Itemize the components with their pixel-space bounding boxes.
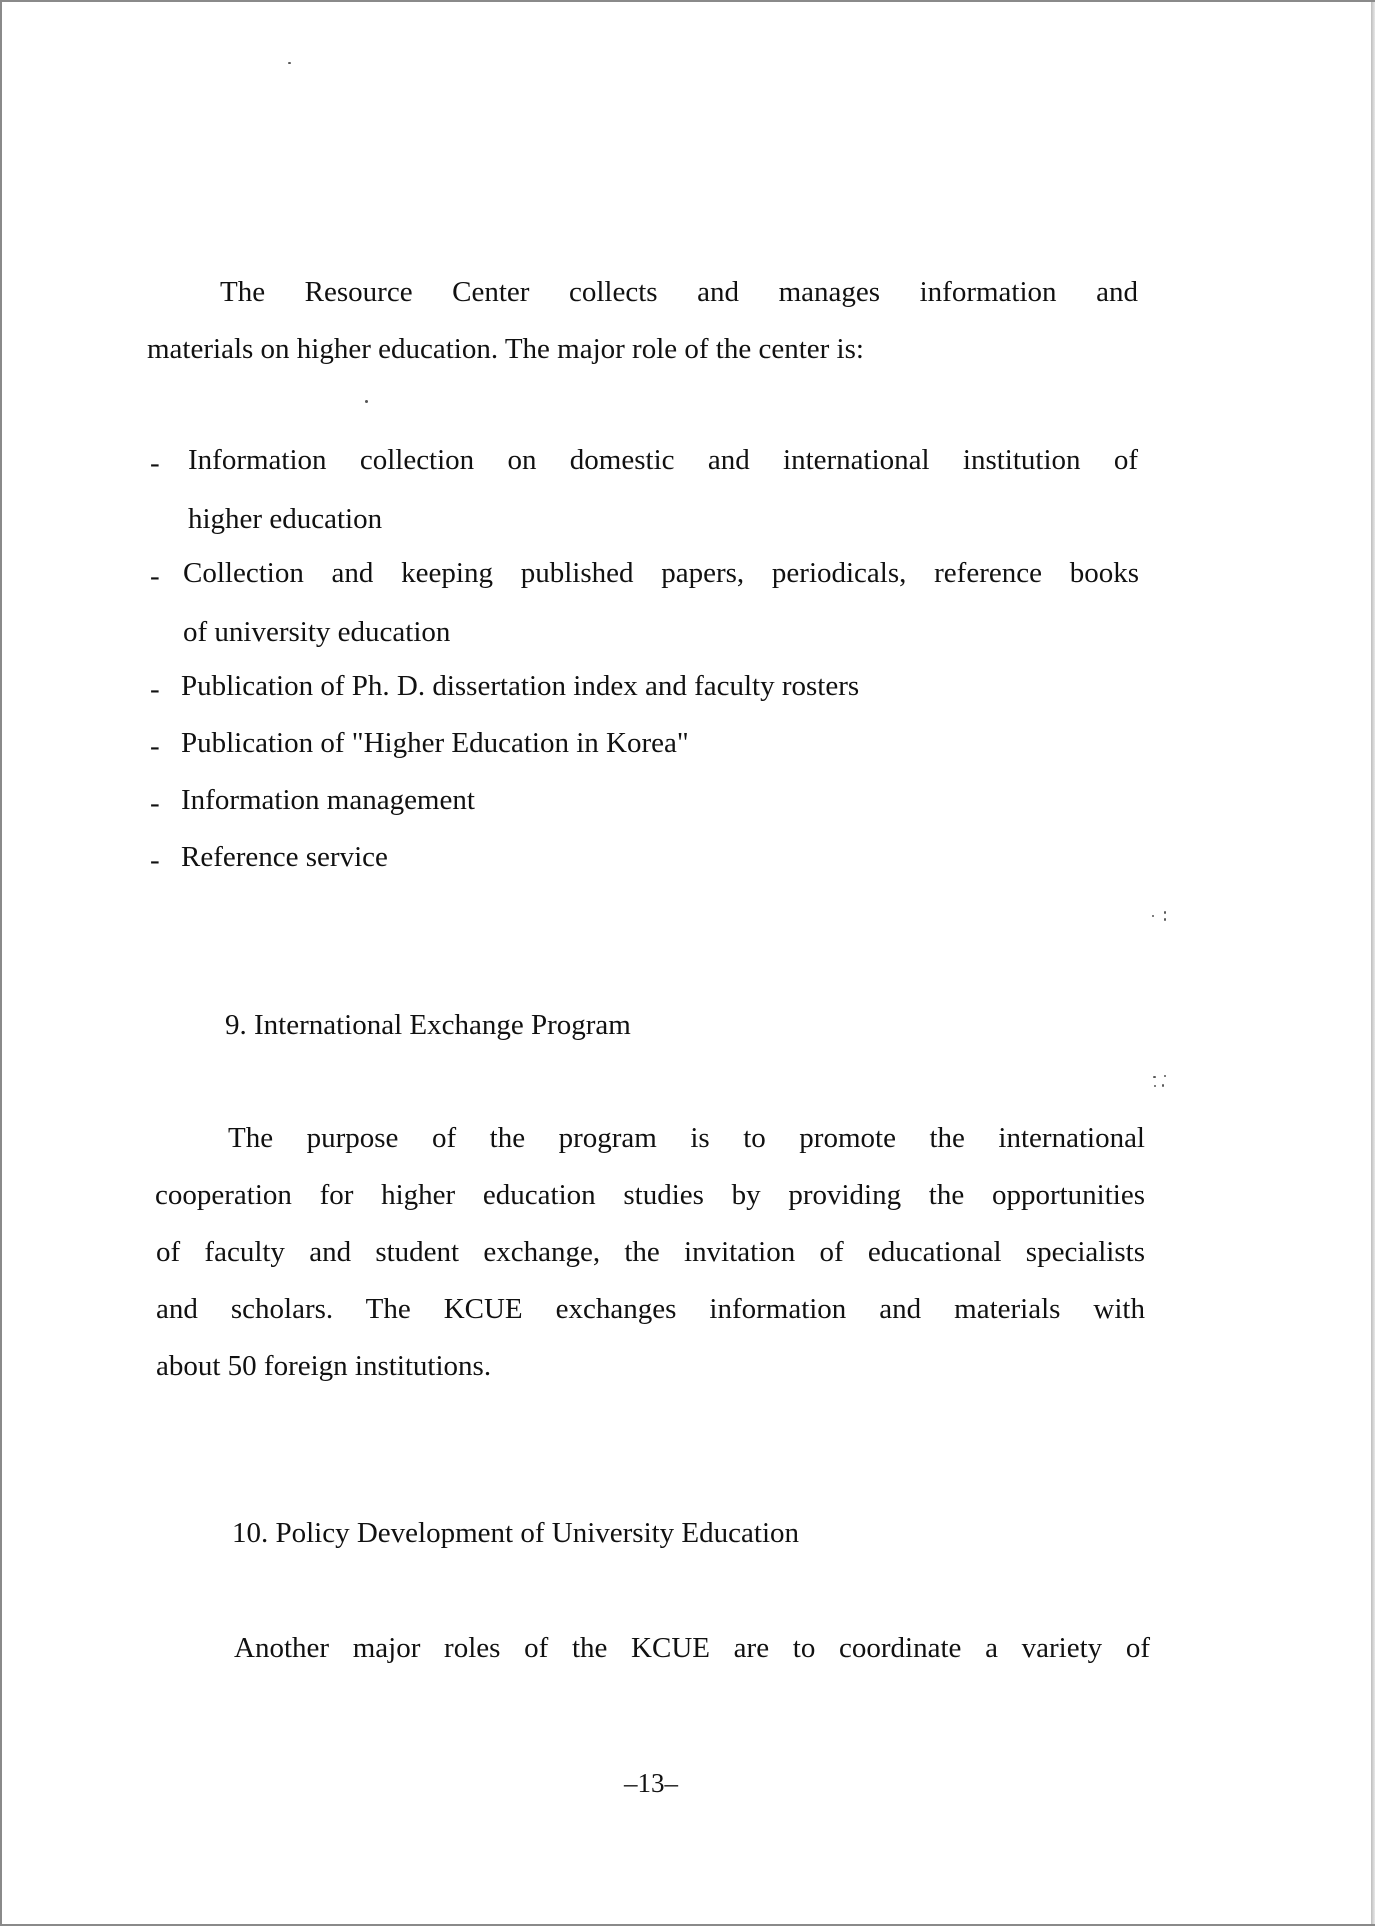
list-dash-3: - (150, 673, 160, 705)
list-dash-4: - (150, 730, 160, 762)
list-dash-6: - (150, 844, 160, 876)
scan-speck (1164, 911, 1166, 914)
page-number: –13– (624, 1768, 678, 1798)
section-10-line-1: Another major roles of the KCUE are to coordinate a variety of (234, 1632, 1150, 1664)
role-item-5: Information management (181, 784, 475, 816)
scan-speck (1164, 1075, 1166, 1077)
scan-speck (365, 400, 368, 403)
scan-speck (1152, 915, 1154, 917)
scan-speck (1154, 1085, 1156, 1087)
section-9-heading: 9. International Exchange Program (225, 1009, 631, 1041)
section-9-line-5: about 50 foreign institutions. (156, 1350, 492, 1382)
intro-line-2: materials on higher education. The major role of the center is: (147, 333, 864, 365)
role-item-1-line-1: Information collection on domestic and international institution of (188, 444, 1138, 476)
scan-speck (1153, 1076, 1156, 1078)
scan-speck (1164, 918, 1166, 921)
role-item-1-line-2: higher education (188, 503, 383, 535)
intro-line-1: The Resource Center collects and manages information and (220, 276, 1138, 308)
section-9-line-1: The purpose of the program is to promote the international (228, 1122, 1145, 1154)
list-dash-2: - (150, 560, 160, 592)
section-9-line-3: of faculty and student exchange, the invitation of educational specialists (156, 1236, 1145, 1268)
section-9-line-4: and scholars. The KCUE exchanges information and materials with (156, 1293, 1145, 1325)
role-item-2-line-1: Collection and keeping published papers, periodicals, reference books (183, 557, 1139, 589)
scan-speck (1162, 1084, 1164, 1087)
list-dash-1: - (150, 447, 160, 479)
scan-speck (288, 62, 291, 64)
role-item-4: Publication of "Higher Education in Korea" (181, 727, 689, 759)
role-item-2-line-2: of university education (183, 616, 451, 648)
role-item-3: Publication of Ph. D. dissertation index and faculty rosters (181, 670, 860, 702)
role-item-6: Reference service (181, 841, 388, 873)
section-10-heading: 10. Policy Development of University Education (232, 1517, 800, 1549)
section-9-line-2: cooperation for higher education studies by providing the opportunities (155, 1179, 1145, 1211)
list-dash-5: - (150, 787, 160, 819)
